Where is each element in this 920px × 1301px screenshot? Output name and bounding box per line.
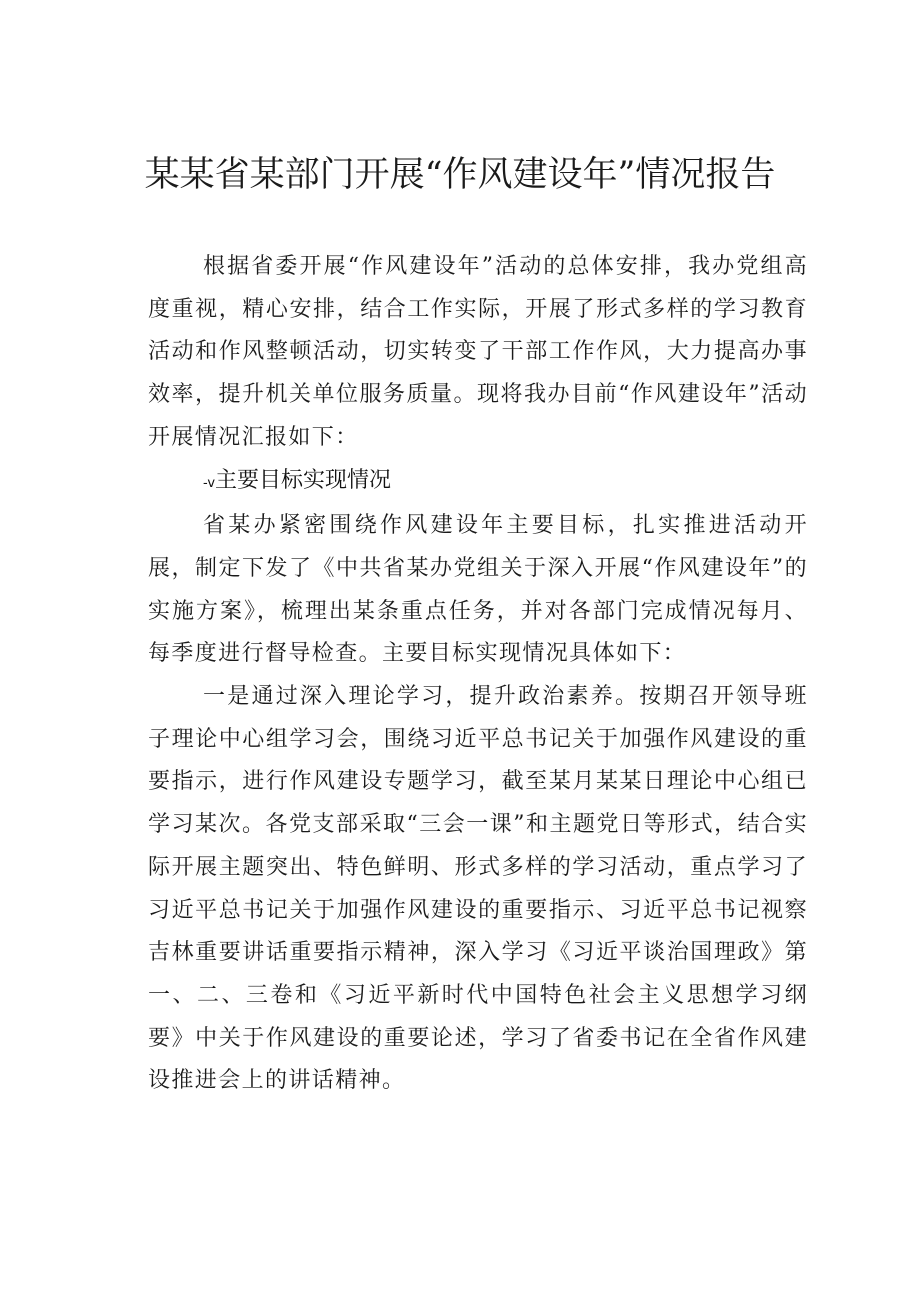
section-paragraph-2: 一是通过深入理论学习，提升政治素养。按期召开领导班子理论中心组学习会，围绕习近平总书记关于加强作风建设的重要指示，进行作风建设专题学习，截至某月某某日理论中心组已学习某次。各党支部采取“三会一课”和主题党日等形式，结合实际开展主题突出、特色鲜明、形式多样的学习活动，重点学习了习近平总书记关于加强作风建设的重要指示、习近平总书记视察吉林重要讲话重要指示精神，深入学习《习近平谈治国理政》第一、二、三卷和《习近平新时代中国特色社会主义思想学习纲要》中关于作风建设的重要论述，学习了省委书记在全省作风建设推进会上的讲话精神。 (148, 684, 808, 1094)
intro-paragraph: 根据省委开展“作风建设年”活动的总体安排，我办党组高度重视，精心安排，结合工作实际，开展了形式多样的学习教育活动和作风整顿活动，切实转变了干部工作作风，大力提高办事效率，提升机关单位服务质量。现将我办目前“作风建设年”活动开展情况汇报如下： (148, 254, 808, 450)
section-heading-text: 主要目标实现情况 (215, 467, 392, 493)
section-paragraph-1: 省某办紧密围绕作风建设年主要目标，扎实推进活动开展，制定下发了《中共省某办党组关于深入开展“作风建设年”的实施方案》，梳理出某条重点任务，并对各部门完成情况每月、每季度进行督导检查。主要目标实现情况具体如下： (148, 513, 808, 667)
section-heading (148, 460, 808, 506)
document-title: 某某省某部门开展“作风建设年”情况报告 (144, 155, 776, 195)
section-marker: -v (203, 475, 216, 491)
document-body (148, 246, 808, 1103)
